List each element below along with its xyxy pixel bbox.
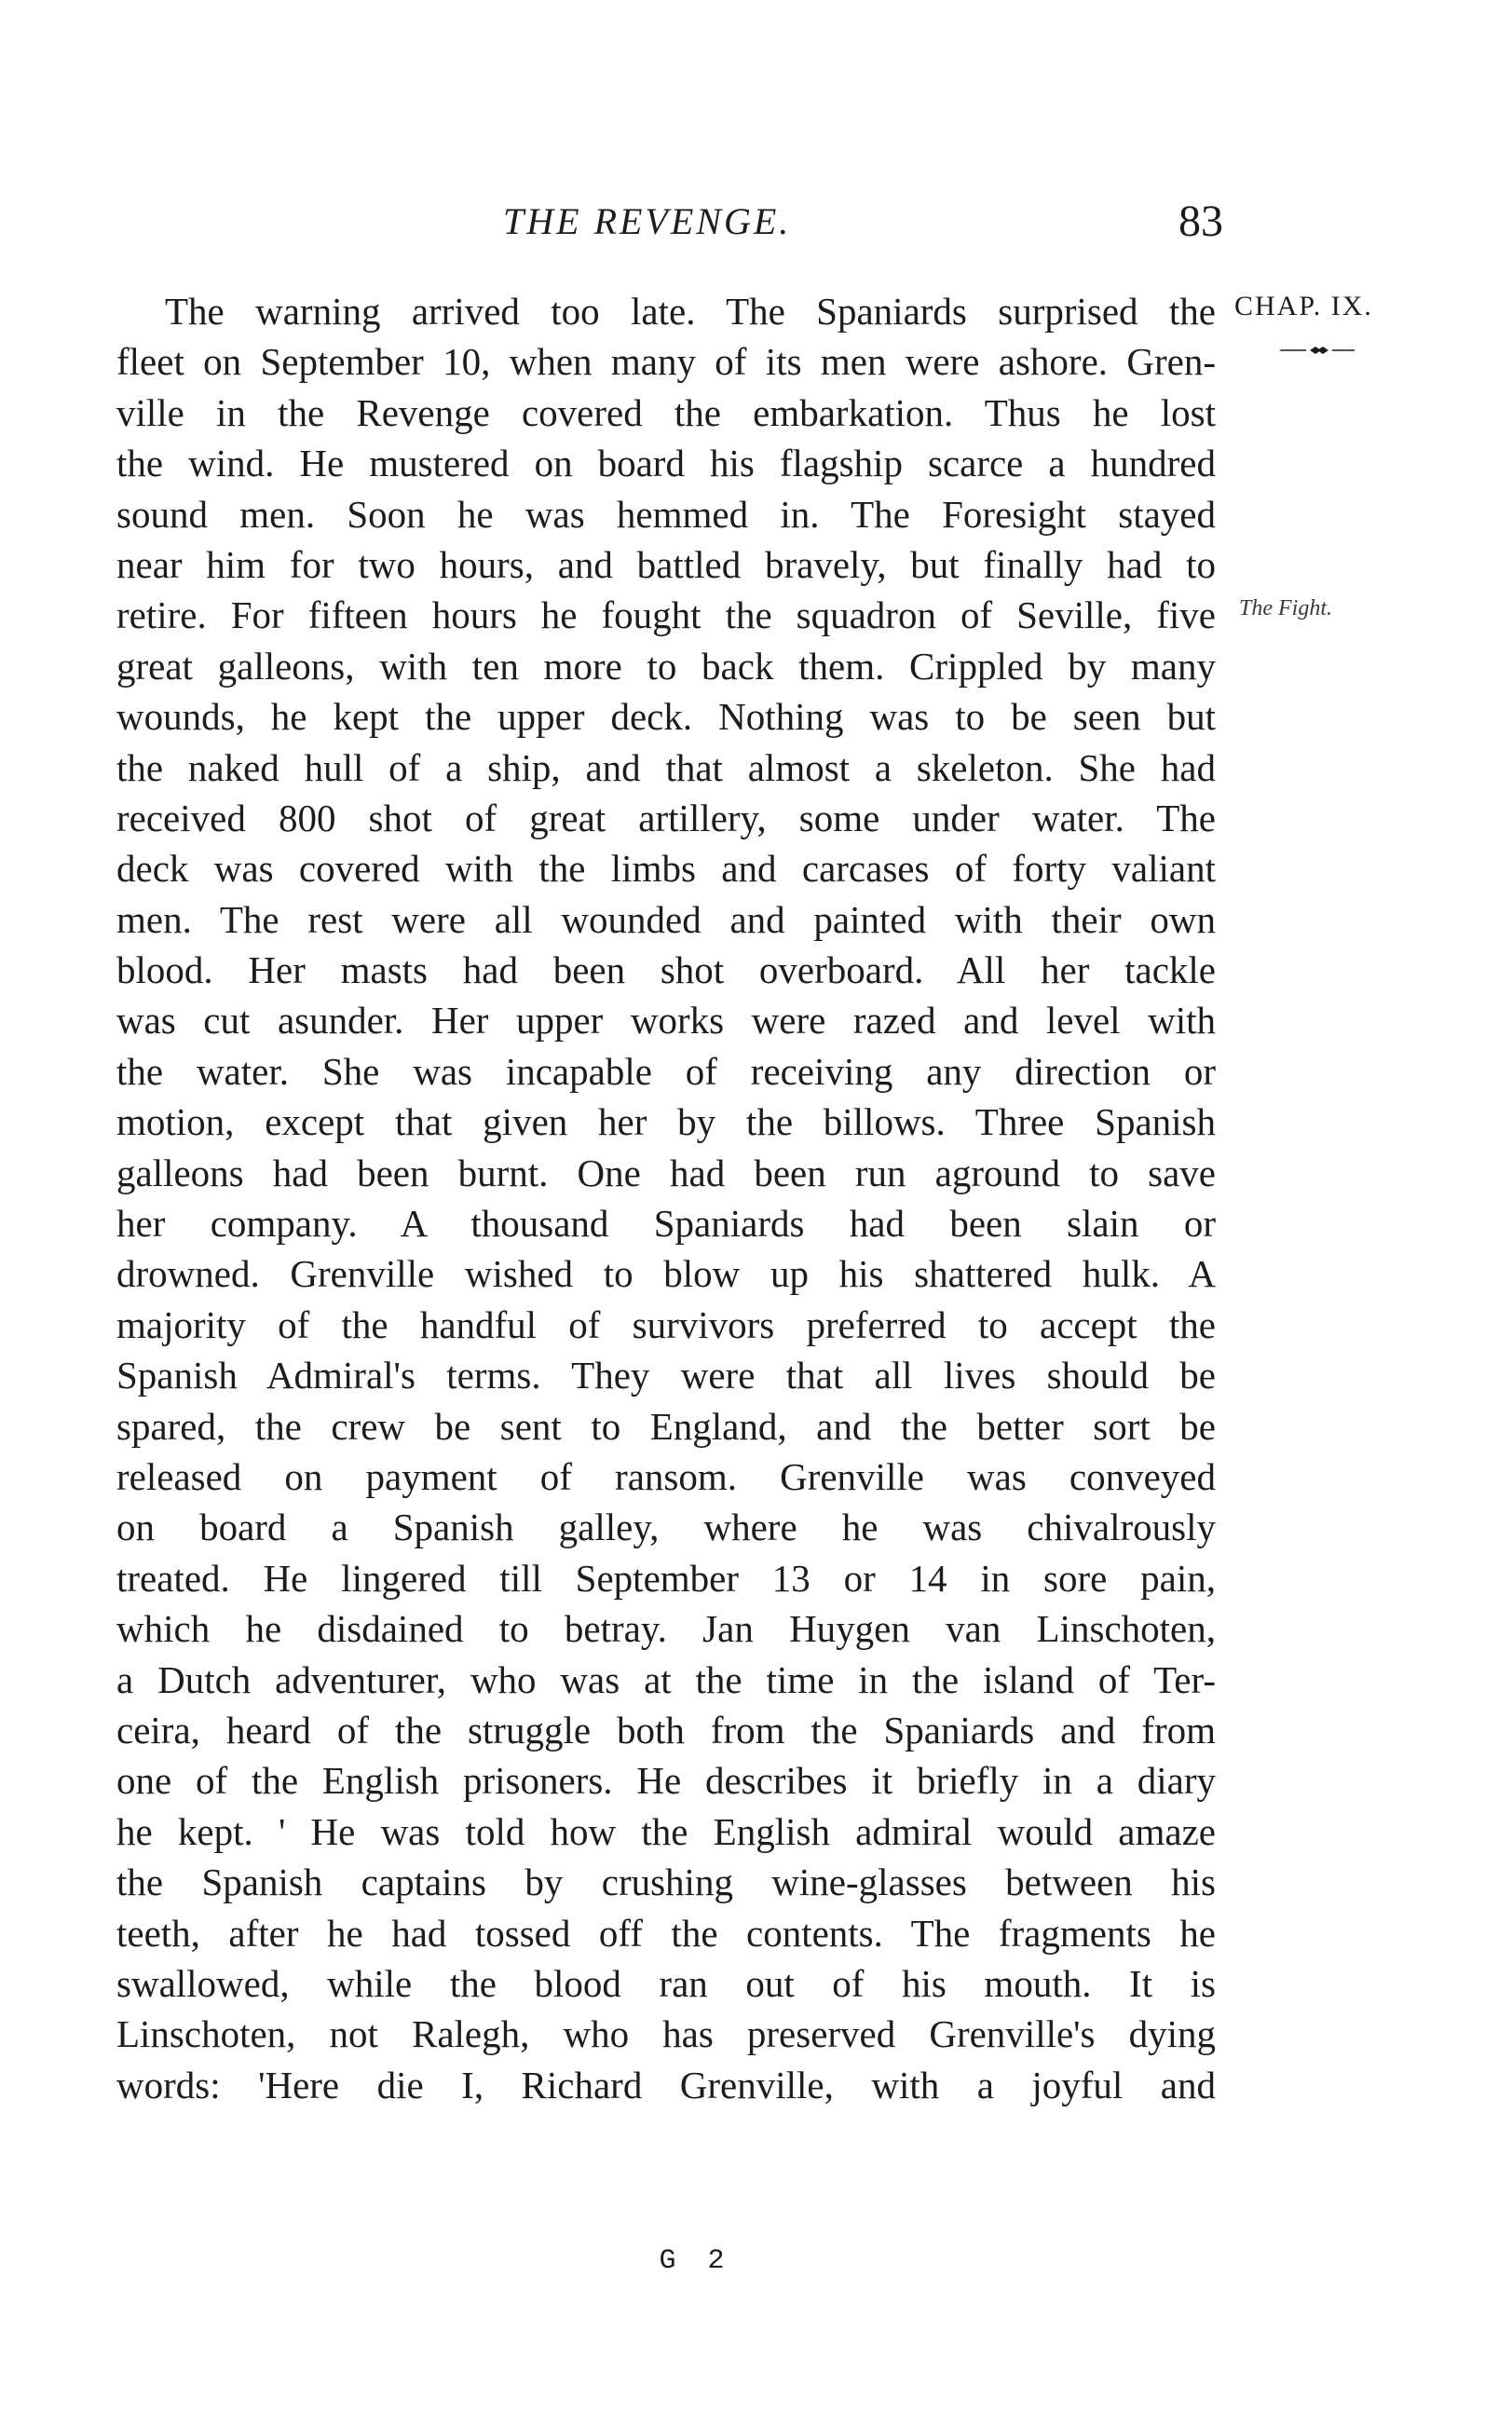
margin-chapter-label: CHAP. IX. [1234,291,1373,321]
text-line: majority of the handful of survivors preferred to accept the [116,1302,1216,1346]
text-line: Spanish Admiral's terms. They were that all lives should be [116,1354,1216,1397]
text-line: The warning arrived too late. The Spaniards surprised the [165,290,1216,333]
margin-section-note: The Fight. [1239,596,1332,620]
text-line: received 800 shot of great artillery, some under water. The [116,796,1216,839]
text-line: men. The rest were all wounded and painted with their own [116,897,1216,941]
text-line: great galleons, with ten more to back them. Crippled by many [116,644,1216,688]
text-line: words: 'Here die I, Richard Grenville, with a joyful and [116,2063,1216,2106]
text-line: released on payment of ransom. Grenville was conveyed [116,1454,1216,1498]
text-line: teeth, after he had tossed off the contents. The fragments he [116,1911,1216,1955]
text-line: motion, except that given her by the billows. Three Spanish [116,1100,1216,1144]
text-line: retire. For fifteen hours he fought the squadron of Seville, five [116,593,1216,637]
text-line: swallowed, while the blood ran out of his mouth. It is [116,1961,1216,2005]
text-line: sound men. Soon he was hemmed in. The Foresight stayed [116,492,1216,536]
text-line: fleet on September 10, when many of its men were ashore. Gren- [116,340,1216,384]
text-line: which he disdained to betray. Jan Huygen van Linschoten, [116,1607,1216,1651]
text-line: drowned. Grenville wished to blow up his shattered hulk. A [116,1252,1216,1296]
text-line: wounds, he kept the upper deck. Nothing was to be seen but [116,695,1216,739]
page-number: 83 [1178,197,1223,246]
running-title: THE REVENGE. [503,200,792,242]
text-line: he kept. ' He was told how the English admiral would amaze [116,1809,1216,1853]
text-line: her company. A thousand Spaniards had been slain or [116,1202,1216,1246]
text-line: the wind. He mustered on board his flagship scarce a hundred [116,442,1216,485]
signature-mark-container [0,2245,1512,2277]
text-line: spared, the crew be sent to England, and the better sort be [116,1404,1216,1448]
running-head [0,196,1512,261]
text-line: galleons had been burnt. One had been run aground to save [116,1151,1216,1194]
text-line: was cut asunder. Her upper works were razed and level with [116,999,1216,1043]
text-line: near him for two hours, and battled bravely, but finally had to [116,542,1216,586]
text-line: ceira, heard of the struggle both from the Spaniards and from [116,1708,1216,1752]
text-line: on board a Spanish galley, where he was chivalrously [116,1506,1216,1549]
signature-mark: G 2 [659,2245,732,2277]
body-text [116,286,1216,2110]
text-line: deck was covered with the limbs and carcases of forty valiant [116,847,1216,891]
text-line: a Dutch adventurer, who was at the time in the island of Ter- [116,1657,1216,1701]
text-line: the naked hull of a ship, and that almost a skeleton. She had [116,745,1216,789]
text-line: the Spanish captains by crushing wine-glasses between his [116,1861,1216,1904]
text-line: one of the English prisoners. He describes it briefly in a diary [116,1759,1216,1803]
ornament-rule-icon [1278,345,1356,356]
text-line: Linschoten, not Ralegh, who has preserved Grenville's dying [116,2012,1216,2056]
text-line: blood. Her masts had been shot overboard. All her tackle [116,948,1216,992]
text-line: the water. She was incapable of receiving any direction or [116,1049,1216,1093]
text-line: treated. He lingered till September 13 or 14 in sore pain, [116,1556,1216,1600]
text-line: ville in the Revenge covered the embarkation. Thus he lost [116,390,1216,434]
